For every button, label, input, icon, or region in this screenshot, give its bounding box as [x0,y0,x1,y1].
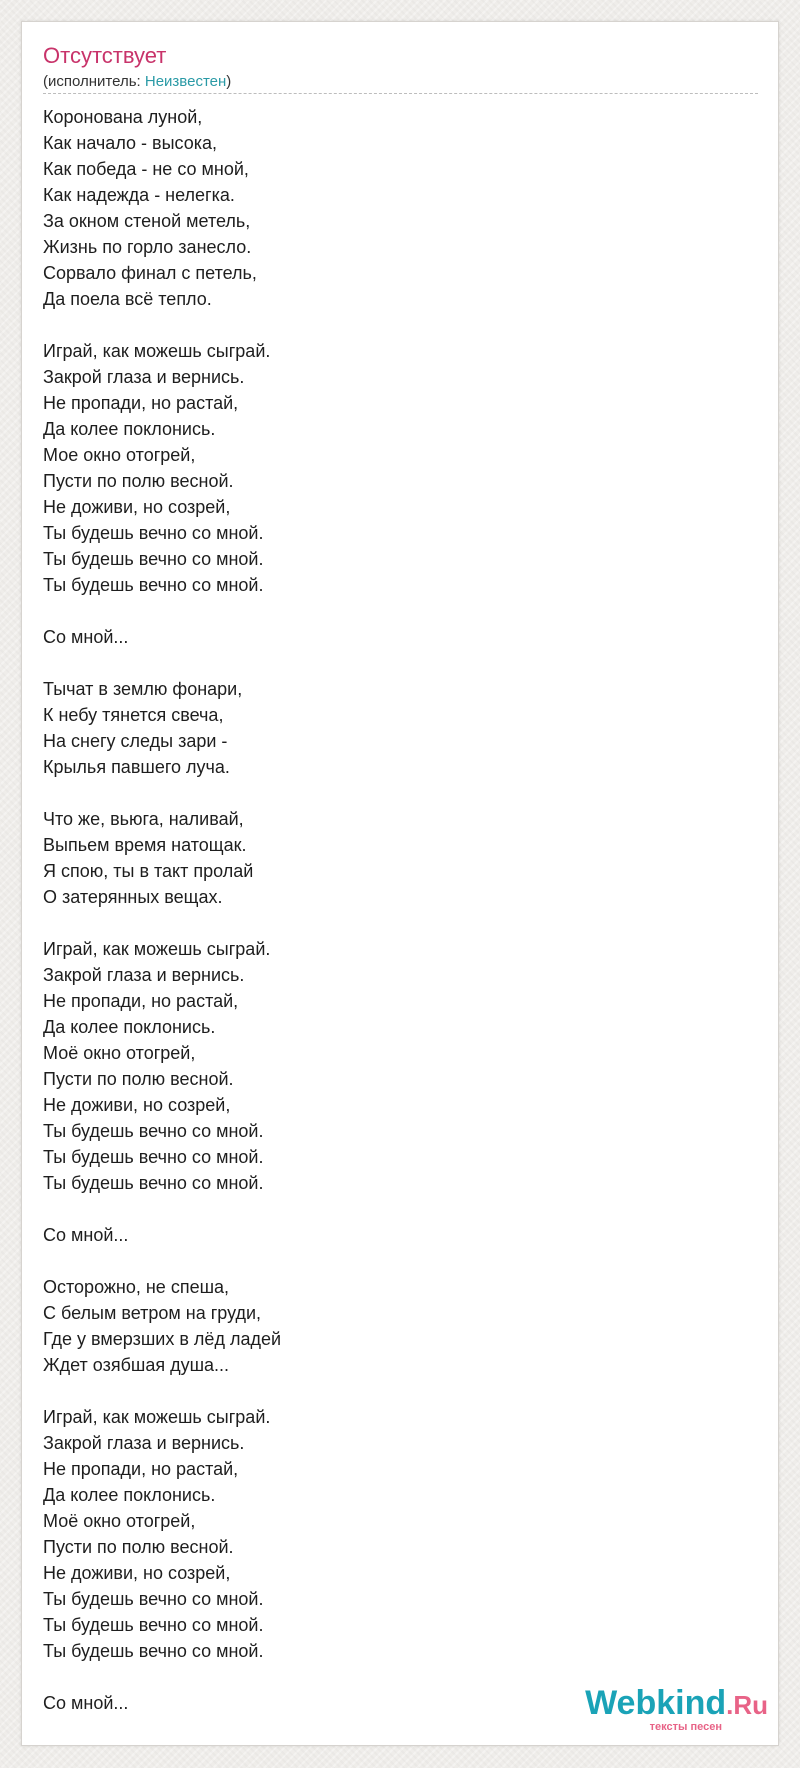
lyric-line: Со мной... [43,627,129,647]
lyric-line: Моё окно отогрей, [43,1511,196,1531]
lyric-line: Осторожно, не спеша, [43,1277,230,1297]
lyric-line: Сорвало финал с петель, [43,263,257,283]
title-divider [43,93,758,94]
stanza [43,806,743,910]
artist-prefix: (исполнитель: [43,73,145,90]
stanza [43,1222,743,1248]
lyric-line: Закрой глаза и вернись. [43,367,245,387]
lyric-line: Ты будешь вечно со мной. [43,1173,264,1193]
lyric-line: Не пропади, но растай, [43,1459,239,1479]
lyric-line: Не доживи, но созрей, [43,1095,231,1115]
lyrics-text [43,104,743,1716]
webkind-logo[interactable] [568,1685,768,1733]
lyric-line: Ты будешь вечно со мной. [43,523,264,543]
stanza [43,676,743,780]
lyric-line: Играй, как можешь сыграй. [43,1407,271,1427]
song-title: Отсутствует [43,43,167,68]
lyric-line: Со мной... [43,1225,129,1245]
lyric-line: Я спою, ты в такт пролай [43,861,254,881]
lyric-line: Пусти по полю весной. [43,471,234,491]
lyric-line: Ты будешь вечно со мной. [43,1615,264,1635]
lyric-line: На снегу следы зари - [43,731,228,751]
stanza [43,104,743,312]
lyric-line: Пусти по полю весной. [43,1537,234,1557]
lyric-line: Ты будешь вечно со мной. [43,575,264,595]
lyric-line: Закрой глаза и вернись. [43,965,245,985]
artist-suffix: ) [226,73,232,90]
lyric-line: Крылья павшего луча. [43,757,230,777]
lyric-line: Ждет озябшая душа... [43,1355,230,1375]
lyric-line: Ты будешь вечно со мной. [43,549,264,569]
logo-wordmark: Webkind [585,1684,727,1722]
artist-line [43,73,231,91]
lyric-line: Где у вмерзших в лёд ладей [43,1329,282,1349]
lyric-line: Пусти по полю весной. [43,1069,234,1089]
lyric-line: Как победа - не со мной, [43,159,249,179]
stanza [43,624,743,650]
stanza [43,338,743,598]
lyric-line: Мое окно отогрей, [43,445,196,465]
lyric-line: Играй, как можешь сыграй. [43,341,271,361]
lyric-line: Не доживи, но созрей, [43,1563,231,1583]
lyric-line: Моё окно отогрей, [43,1043,196,1063]
lyric-line: С белым ветром на груди, [43,1303,262,1323]
lyric-line: О затерянных вещах. [43,887,223,907]
lyric-line: Да поела всё тепло. [43,289,212,309]
lyric-line: Не пропади, но растай, [43,393,239,413]
stanza [43,1274,743,1378]
lyric-line: Что же, вьюга, наливай, [43,809,244,829]
lyric-line: Ты будешь вечно со мной. [43,1121,264,1141]
lyric-line: Тычат в землю фонари, [43,679,243,699]
lyric-line: Как надежда - нелегка. [43,185,235,205]
lyric-line: Жизнь по горло занесло. [43,237,252,257]
lyric-line: Да колее поклонись. [43,419,216,439]
lyric-line: Коронована луной, [43,107,203,127]
lyric-line: Ты будешь вечно со мной. [43,1589,264,1609]
lyric-line: Не пропади, но растай, [43,991,239,1011]
lyric-line: Закрой глаза и вернись. [43,1433,245,1453]
lyric-line: Выпьем время натощак. [43,835,247,855]
logo-tld: .Ru [726,1690,768,1720]
lyric-line: Со мной... [43,1693,129,1713]
stanza [43,936,743,1196]
lyric-line: Как начало - высока, [43,133,218,153]
lyric-line: За окном стеной метель, [43,211,251,231]
lyrics-card [21,21,779,1746]
lyric-line: К небу тянется свеча, [43,705,224,725]
logo-tagline: тексты песен [649,1721,722,1733]
lyric-line: Ты будешь вечно со мной. [43,1641,264,1661]
lyric-line: Ты будешь вечно со мной. [43,1147,264,1167]
lyric-line: Не доживи, но созрей, [43,497,231,517]
stanza [43,1404,743,1664]
lyric-line: Да колее поклонись. [43,1485,216,1505]
lyric-line: Играй, как можешь сыграй. [43,939,271,959]
lyric-line: Да колее поклонись. [43,1017,216,1037]
artist-link[interactable]: Неизвестен [144,73,227,90]
